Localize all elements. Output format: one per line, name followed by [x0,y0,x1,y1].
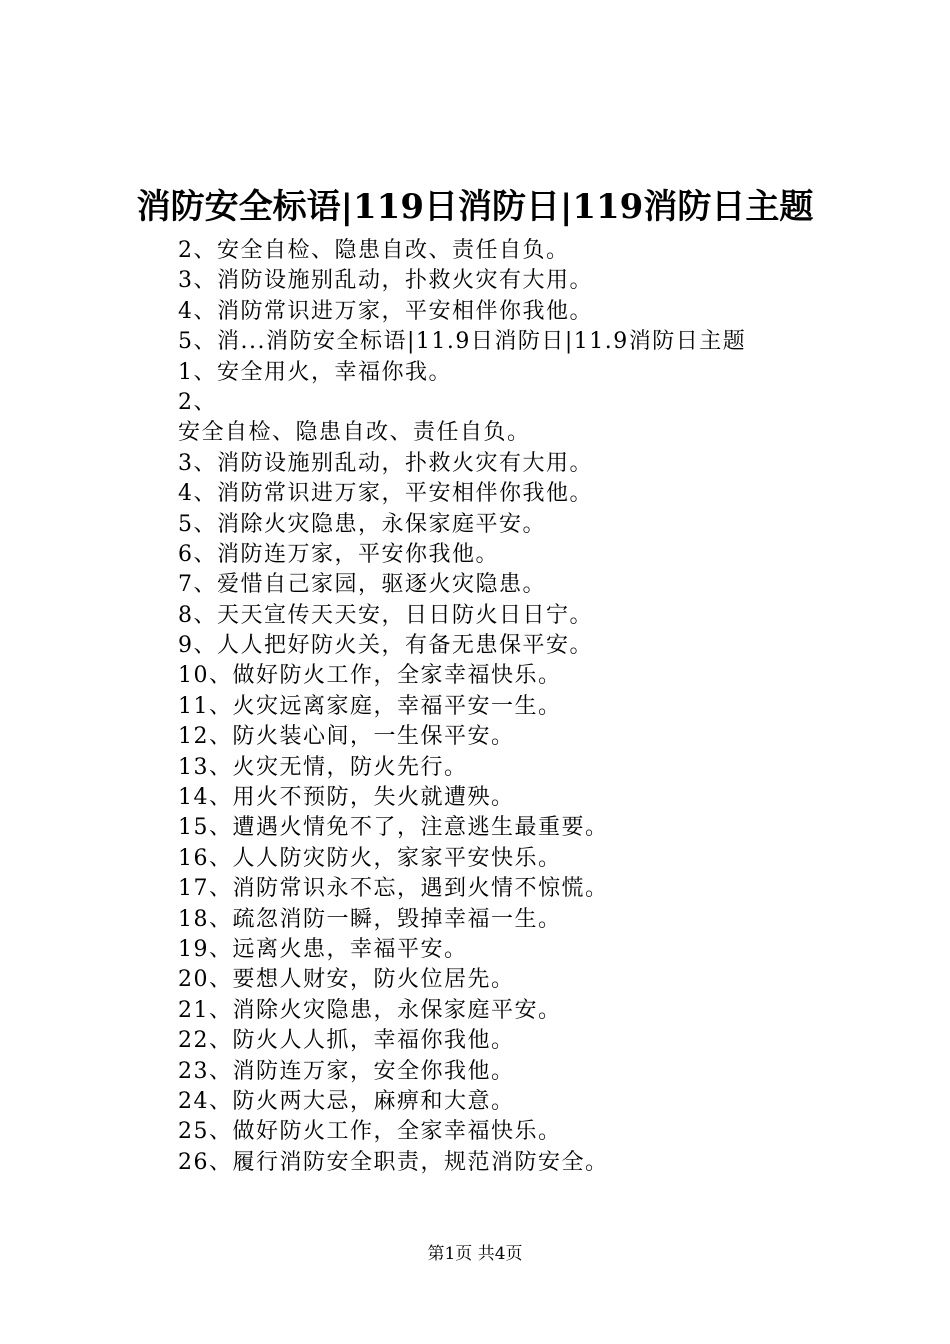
slogan-line: 24、防火两大忌，麻痹和大意。 [178,1088,515,1114]
page-footer: 第1页 共4页 [427,1244,523,1264]
slogan-line: 10、做好防火工作，全家幸福快乐。 [178,663,562,689]
slogan-line: 25、做好防火工作，全家幸福快乐。 [178,1119,562,1145]
slogan-line: 8、天天宣传天天安，日日防火日日宁。 [178,602,593,628]
slogan-line: 3、消防设施别乱动，扑救火灾有大用。 [178,268,593,294]
slogan-line: 4、消防常识进万家，平安相伴你我他。 [178,481,593,507]
slogan-line: 9、人人把好防火关，有备无患保平安。 [178,633,593,659]
slogan-line: 26、履行消防安全职责，规范消防安全。 [178,1149,609,1175]
slogan-line: 21、消除火灾隐患，永保家庭平安。 [178,997,562,1023]
slogan-line: 4、消防常识进万家，平安相伴你我他。 [178,298,593,324]
slogan-line: 19、远离火患，幸福平安。 [178,936,468,962]
slogan-line: 2、安全自检、隐患自改、责任自负。 [178,238,570,263]
slogan-line: 14、用火不预防，失火就遭殃。 [178,785,515,811]
slogan-line: 7、爱惜自己家园，驱逐火灾隐患。 [178,572,546,598]
slogan-line: 5、消除火灾隐患，永保家庭平安。 [178,511,546,537]
document-title: 消防安全标语|119日消防日|119消防日主题 [136,187,814,227]
slogan-line: 17、消防常识永不忘，遇到火情不惊慌。 [178,876,609,902]
slogan-line: 13、火灾无情，防火先行。 [178,754,468,780]
slogan-line: 3、消防设施别乱动，扑救火灾有大用。 [178,450,593,476]
slogan-line: 12、防火装心间，一生保平安。 [178,724,515,750]
slogan-line: 2、 [178,389,217,415]
slogan-line: 11、火灾远离家庭，幸福平安一生。 [178,693,562,719]
slogan-list [178,236,898,1178]
slogan-line: 18、疏忽消防一瞬，毁掉幸福一生。 [178,906,562,932]
slogan-line: 5、消...消防安全标语|11.9日消防日|11.9消防日主题 [178,329,747,355]
slogan-line: 15、遭遇火情免不了，注意逃生最重要。 [178,815,609,841]
slogan-line: 22、防火人人抓，幸福你我他。 [178,1028,515,1054]
slogan-line: 安全自检、隐患自改、责任自负。 [178,420,531,446]
slogan-line: 20、要想人财安，防火位居先。 [178,967,515,993]
slogan-line: 23、消防连万家，安全你我他。 [178,1058,515,1084]
slogan-line: 6、消防连万家，平安你我他。 [178,541,499,567]
slogan-line: 16、人人防灾防火，家家平安快乐。 [178,845,562,871]
slogan-line: 1、安全用火，幸福你我。 [178,359,452,385]
